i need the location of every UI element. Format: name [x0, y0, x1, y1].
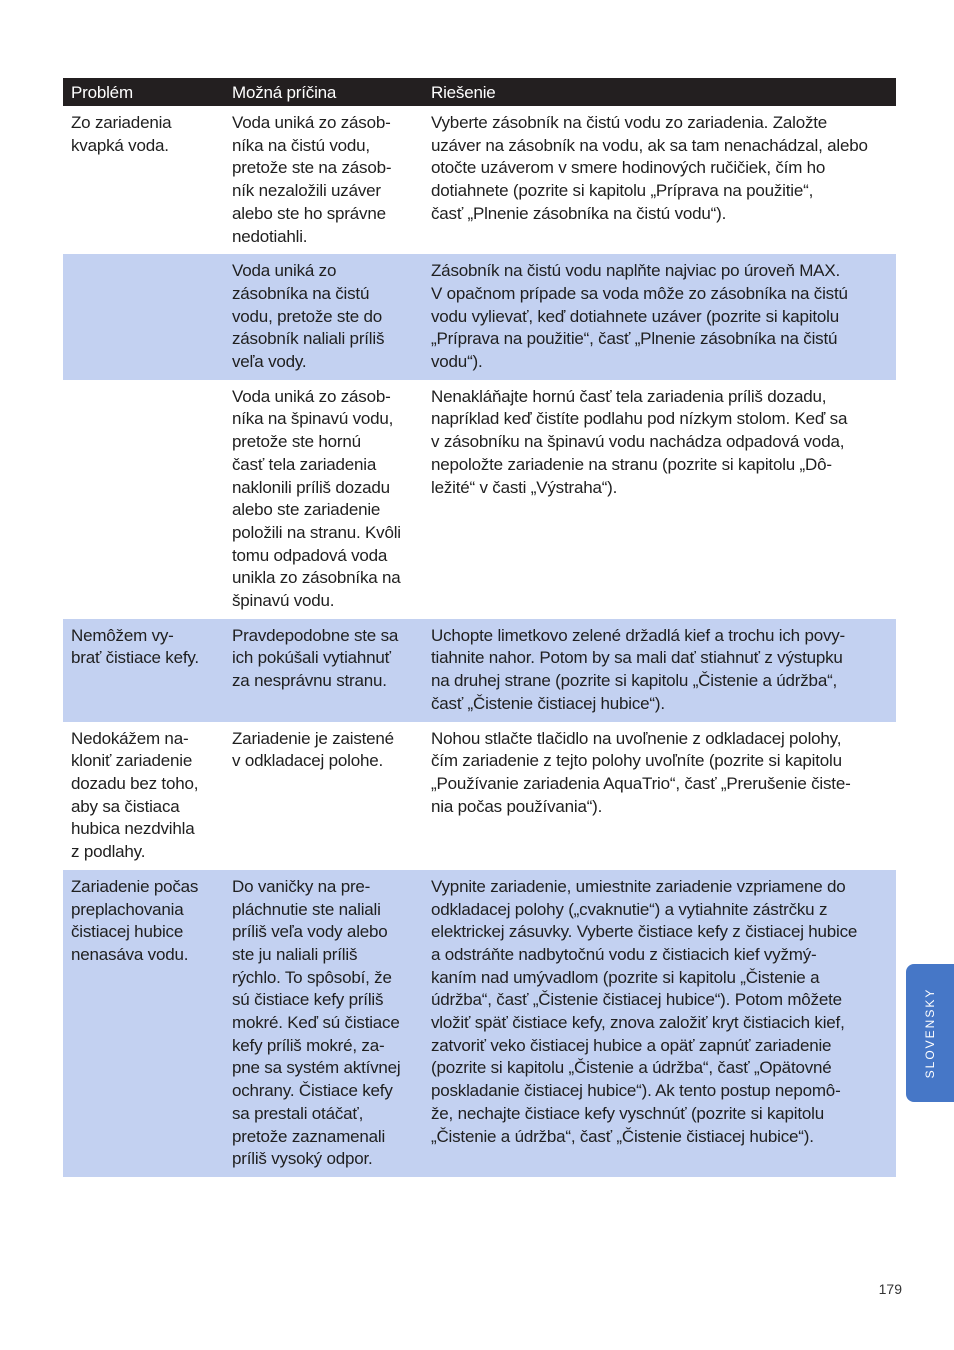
cause-cell: Pravdepodobne ste sa ich pokúšali vytiahnuť za nesprávnu stranu. [232, 625, 399, 691]
solution-cell: Vypnite zariadenie, umiestnite zariadenie vzpriamene do odkladacej polohy („cvaknutie“) a vytiahnite zástrčku z elektrickej zásuvky. Vyberte čistiace kefy z čistiacej hubice a odstráňte nadbytočnú vodu z čistiacich kief vyžmý- kaním nad umývadlom (pozrite si kapitolu „Čistenie a údržba“, časť „Čistenie čistiacej hubice“). Potom môžete vložiť späť čistiace kefy, znova založiť kryt čistiacich kief, zatvoriť veko čistiacej hubice a opäť zapnúť zariadenie (pozrite si kapitolu „Čistenie a údržba“, časť „Opätovné poskladanie čistiacej hubice“). Ak tento postup nepomô- že, nechajte čistiace kefy vyschnúť (pozrite si kapitolu „Čistenie a údržba“, časť „Čistenie čistiacej hubice“). [431, 876, 858, 1146]
header-problem: Problém [71, 83, 133, 103]
cause-cell: Voda uniká zo zásob- níka na čistú vodu, pretože ste na zásob- ník nezaložili uzáver alebo ste ho správne nedotiahli. [232, 113, 392, 246]
troubleshooting-table [63, 78, 896, 1177]
table-row [63, 722, 896, 870]
problem-cell [63, 254, 224, 380]
table-row [63, 380, 896, 619]
solution-cell: Nenakláňajte hornú časť tela zariadenia príliš dozadu, napríklad keď čistíte podlahu pod nízkym stolom. Keď sa v zásobníku na špinavú vodu nachádza odpadová voda, nepoložte zariadenie na stranu (pozrite si kapitolu „Dô- ležité“ v časti „Výstraha“). [431, 386, 848, 497]
solution-cell: Nohou stlačte tlačidlo na uvoľnenie z odkladacej polohy, čím zariadenie z tejto polohy uvoľníte (pozrite si kapitolu „Používanie zariadenia AquaTrio“, časť „Prerušenie čiste- nia počas používania“). [431, 728, 851, 816]
table-header [63, 78, 896, 106]
cause-cell: Do vaničky na pre- pláchnutie ste naliali príliš veľa vody alebo ste ju naliali príliš rýchlo. To spôsobí, že sú čistiace kefy príliš mokré. Keď sú čistiace kefy príliš mokré, za- pne sa systém aktívnej ochrany. Čistiace kefy sa prestali otáčať, pretože zaznamenali príliš vysoký odpor. [232, 876, 401, 1169]
language-label: SLOVENSKY [923, 987, 937, 1079]
problem-cell: Zo zariadenia kvapká voda. [71, 113, 172, 155]
page-number: 179 [878, 1281, 902, 1297]
problem-cell: Nedokážem na- kloniť zariadenie dozadu bez toho, aby sa čistiaca hubica nezdvihla z podlahy. [71, 728, 199, 862]
cause-cell: Zariadenie je zaistené v odkladacej polohe. [232, 728, 394, 771]
problem-cell: Zariadenie počas preplachovania čistiacej hubice nenasáva vodu. [71, 876, 199, 964]
solution-cell: Vyberte zásobník na čistú vodu zo zariadenia. Založte uzáver na zásobník na vodu, ak sa tam nenachádzal, alebo otočte uzáverom v smere hodinových ručičiek, čím ho dotiahnete (pozrite si kapitolu „Príprava na použitie“, časť „Plnenie zásobníka na čistú vodu“). [431, 113, 868, 223]
problem-cell: Nemôžem vy- brať čistiace kefy. [71, 625, 199, 668]
language-side-tab [906, 964, 954, 1102]
header-solution: Riešenie [431, 83, 496, 103]
table-row [63, 870, 896, 1177]
table-row [63, 619, 896, 722]
cause-cell: Voda uniká zo zásob- níka na špinavú vodu, pretože ste hornú časť tela zariadenia naklonili príliš dozadu alebo ste zariadenie položili na stranu. Kvôli tomu odpadová voda unikla zo zásobníka na špinavú vodu. [232, 386, 401, 611]
table-row [63, 106, 896, 254]
solution-cell: Zásobník na čistú vodu naplňte najviac po úroveň MAX. V opačnom prípade sa voda môže zo zásobníka na čistú vodu vylievať, keď dotiahnete uzáver (pozrite si kapitolu „Príprava na použitie“, časť „Plnenie zásobníka na čistú vodu“). [431, 261, 848, 372]
problem-cell [63, 380, 224, 619]
solution-cell: Uchopte limetkovo zelené držadlá kief a trochu ich povy- tiahnite nahor. Potom by sa mali dať stiahnuť z výstupku na druhej strane (pozrite si kapitolu „Čistenie a údržba“, časť „Čistenie čistiacej hubice“). [431, 625, 846, 713]
table-row [63, 254, 896, 380]
cause-cell: Voda uniká zo zásobníka na čistú vodu, pretože ste do zásobník naliali príliš veľa vody. [232, 261, 385, 372]
header-cause: Možná príčina [232, 83, 337, 103]
